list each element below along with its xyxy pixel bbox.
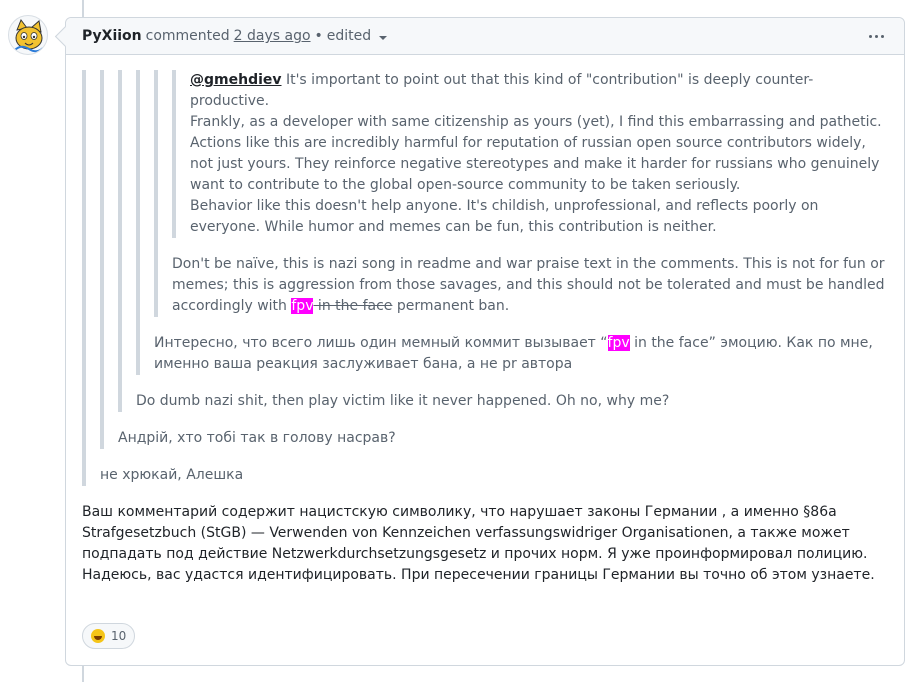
timestamp-link[interactable]: 2 days ago — [233, 28, 311, 44]
smile-icon — [91, 629, 105, 643]
quote-level-5 — [154, 70, 888, 317]
action-text: commented — [145, 28, 230, 44]
quote-level-6 — [172, 70, 888, 238]
kebab-menu-icon[interactable] — [866, 28, 886, 44]
separator: • — [314, 28, 323, 44]
strikethrough-text: in the face — [313, 298, 393, 314]
reaction-count: 10 — [111, 629, 127, 643]
quote6-paragraph-1 — [190, 70, 888, 112]
quote-level-1 — [82, 70, 888, 486]
quote3-paragraph: Do dumb nazi shit, then play victim like it never happened. Oh no, why me? — [136, 393, 670, 409]
quote-level-3 — [118, 70, 888, 412]
comment — [65, 17, 905, 666]
quote1-paragraph: не хрюкай, Алешка — [100, 467, 244, 483]
avatar[interactable] — [8, 15, 48, 55]
quote4-paragraph — [154, 333, 888, 375]
highlight-fpv-2: fpv — [607, 335, 630, 351]
quote6-paragraph-3: Behavior like this doesn't help anyone. It's childish, unprofessional, and reflects poorly on everyone. While humor and memes can be fun, this contribution is neither. — [190, 198, 819, 235]
edited-dropdown[interactable] — [327, 28, 387, 44]
comment-header — [66, 18, 904, 55]
quote-level-4 — [136, 70, 888, 375]
quote4-post: in the face” эмоцию. Как по мне, именно ваша реакция заслуживает бана, а не pr автора — [154, 335, 873, 372]
quote5-post: permanent ban. — [392, 298, 510, 314]
quote5-pre: Don't be naïve, this is nazi song in readme and war praise text in the comments. This is not for fun or memes; this is aggression from those savages, and this should not be tolerated and must be handled accordingly with — [172, 256, 885, 314]
highlight-fpv: fpv — [291, 298, 314, 314]
cat-avatar-icon — [9, 16, 48, 55]
caret-down-icon — [379, 36, 387, 40]
comment-text: Ваш комментарий содержит нацистскую символику, что нарушает законы Германии , а именно §86a Strafgesetzbuch (StGB) — Verwenden von Kennzeichen verfassungswidriger Organisationen, а также может подпадать под действие Netzwerkdurchsetzungsgesetz и прочих норм. Я уже проинформировал полицию. Надеюсь, вас удастся идентифицировать. При пересечении границы Германии вы точно об этом узнаете. — [82, 504, 875, 583]
author-link[interactable]: PyXiion — [82, 28, 142, 44]
edited-label: edited — [326, 28, 372, 44]
quote5-paragraph — [172, 254, 888, 317]
quote-level-2 — [100, 70, 888, 449]
quote6-paragraph-2: Frankly, as a developer with same citizenship as yours (yet), I find this embarrassing and pathetic. Actions like this are incredibly harmful for reputation of russian open source contributors widely, not just yours. They reinforce negative stereotypes and make it harder for russians who genuinely want to contribute to the global open-source community to be taken seriously. — [190, 114, 882, 193]
mention-link[interactable]: @gmehdiev — [190, 72, 282, 88]
quote6-p1-text: It's important to point out that this kind of "contribution" is deeply counter-productive. — [190, 72, 814, 109]
reaction-button[interactable] — [82, 623, 135, 649]
comment-body — [66, 55, 904, 586]
quote2-paragraph: Андрій, хто тобі так в голову насрав? — [118, 430, 396, 446]
quote4-pre: Интересно, что всего лишь один мемный коммит вызывает “ — [154, 335, 608, 351]
